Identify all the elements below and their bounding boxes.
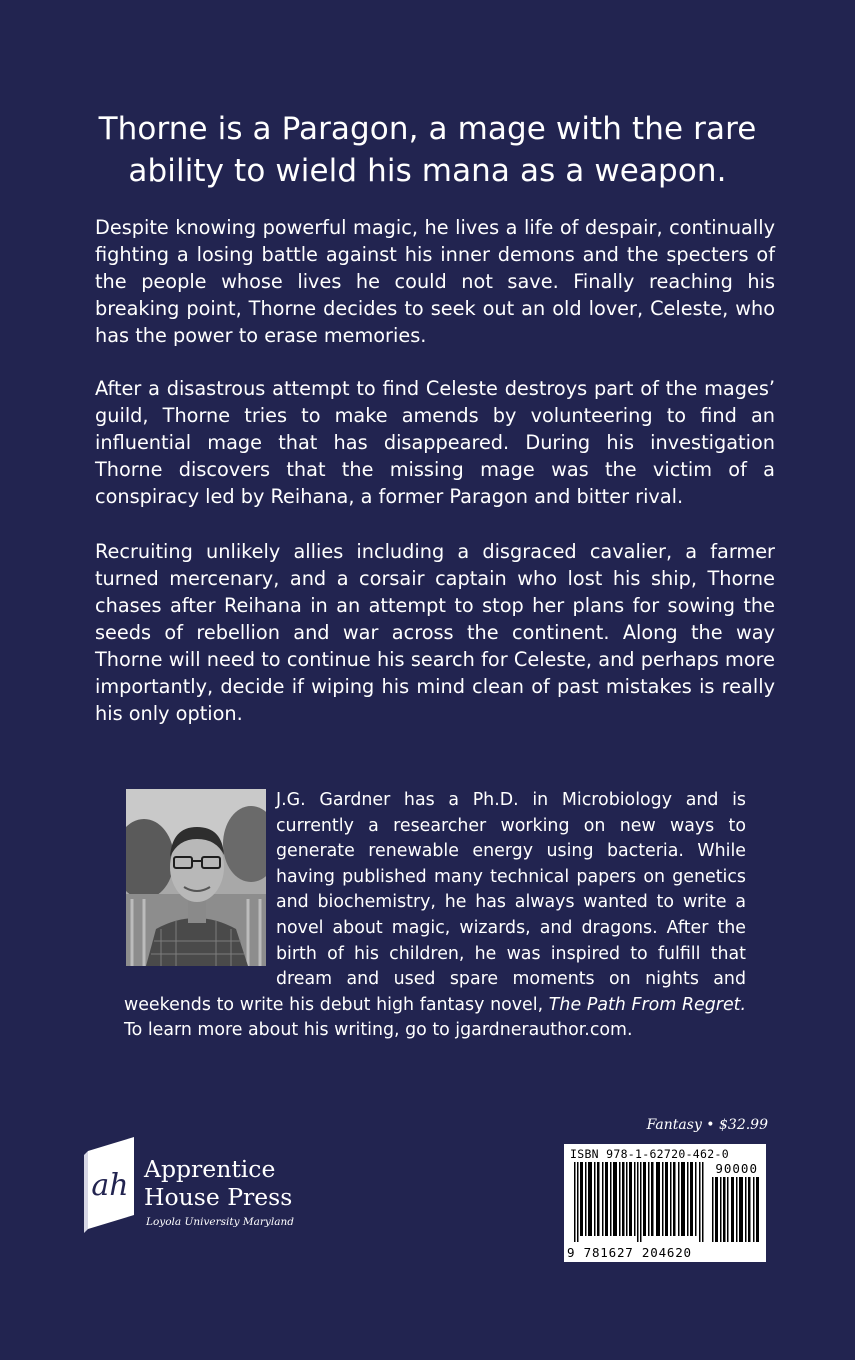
publisher-name-line-2: House Press — [144, 1183, 293, 1211]
ean-digits: 9 781627 204620 — [567, 1245, 692, 1260]
blurb-paragraph-3: Recruiting unlikely allies including a disgraced cavalier, a farmer turned mercenary, and a corsair captain who lost his ship, Thorne chases after Reihana in an attempt to stop her plans for sowing the seeds of rebellion and war across the continent. Along the way Thorne will need to continue his search for Celeste, and perhaps more importantly, decide if wiping his mind clean of past mistakes is really his only option. — [95, 540, 775, 725]
isbn-barcode — [564, 1144, 766, 1262]
publisher-name-line-1: Apprentice — [144, 1155, 276, 1183]
publisher-logo-icon — [82, 1137, 140, 1233]
headline-line-2: ability to wield his mana as a weapon. — [128, 153, 727, 189]
bio-book-title: The Path From Regret. — [548, 994, 746, 1015]
bio-text-start: J.G. Gardner has a Ph.D. in Microbiology and is currently a researcher working on new ways to generate renewable energy using bacteria. While having published many technical papers on genetics and biochemistry, he has always wanted to write a novel about magic, wizards, and dragons. After the birth of his children, he was inspired to fulfill that dream and used spare moments on nights and weekends to write his debut high fantasy novel, — [124, 790, 746, 1015]
barcode-addon-bars — [712, 1177, 760, 1242]
publisher-name — [144, 1155, 292, 1211]
barcode-main-bars — [574, 1162, 704, 1242]
genre-price: Fantasy • $32.99 — [646, 1117, 768, 1133]
addon-digits: 90000 — [715, 1161, 758, 1176]
blurb-paragraph-1: Despite knowing powerful magic, he lives a life of despair, continually fighting a losing battle against his inner demons and the specters of the people whose lives he could not save. Finally reaching his breaking point, Thorne decides to seek out an old lover, Celeste, who has the power to erase memories. — [95, 216, 775, 347]
publisher-subtitle: Loyola University Maryland — [146, 1216, 294, 1228]
author-bio — [124, 788, 746, 1044]
blurb-paragraph-2: After a disastrous attempt to find Celeste destroys part of the mages’ guild, Thorne tries to make amends by volunteering to find an influential mage that has disappeared. During his investigation Thorne discovers that the missing mage was the victim of a conspiracy led by Reihana, a former Paragon and bitter rival. — [95, 377, 775, 508]
headline — [60, 108, 795, 192]
logo-letters: ah — [91, 1168, 129, 1203]
headline-line-1: Thorne is a Paragon, a mage with the rare — [98, 111, 757, 147]
photo-spacer — [124, 788, 268, 968]
isbn-label: ISBN 978-1-62720-462-0 — [570, 1147, 729, 1161]
bio-text-end: To learn more about his writing, go to jgardnerauthor.com. — [124, 1020, 633, 1041]
